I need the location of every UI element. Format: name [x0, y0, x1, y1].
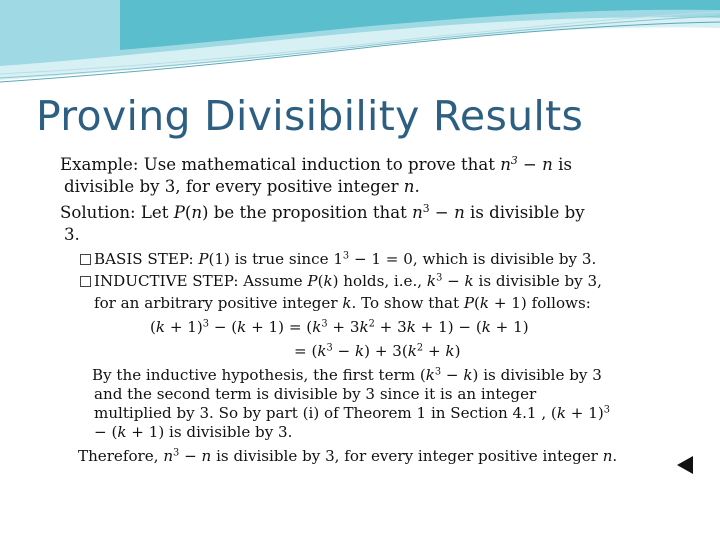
- hyp-line1b: is divisible by 3: [483, 366, 602, 384]
- hyp-line3: multiplied by 3. So by part (i) of Theorem 1 in Section 4.1 ,: [94, 404, 547, 422]
- basis-label: BASIS STEP:: [94, 250, 194, 268]
- solution-line-2: 3.: [64, 225, 80, 244]
- example-line2-text: divisible by 3, for every positive integer: [64, 177, 399, 196]
- example-tail: is: [558, 155, 572, 174]
- inductive-line2c: follows:: [531, 294, 591, 312]
- basis-step: BASIS STEP: P(1) is true since $1^3 - 1 = 0$, which is divisible by 3.: [80, 248, 596, 270]
- example-expr: $n^3 - n$: [500, 154, 553, 174]
- example-label: Example:: [60, 155, 139, 174]
- solution-tail: is divisible by: [470, 203, 585, 222]
- slide-title: Proving Divisibility Results: [36, 92, 584, 140]
- basis-eq: 1 = 0, which is divisible by 3.: [371, 250, 597, 268]
- hypothesis-line-1: By the inductive hypothesis, the first term $(k^3 - k)$ is divisible by 3: [92, 366, 602, 384]
- conclusion-b: is divisible by 3, for every integer positive integer: [216, 447, 598, 465]
- conclusion-a: Therefore,: [78, 447, 159, 465]
- inductive-step-line-2: for an arbitrary positive integer k. To show that P(k + 1) follows:: [94, 294, 591, 312]
- inductive-line2a: for an arbitrary positive integer: [94, 294, 338, 312]
- solution-label: Solution:: [60, 203, 136, 222]
- hyp-line1a: By the inductive hypothesis, the first term: [92, 366, 416, 384]
- hypothesis-line-2: and the second term is divisible by 3 since it is an integer: [94, 385, 537, 403]
- solution-text2: be the proposition that: [213, 203, 407, 222]
- box-bullet-icon: [80, 254, 91, 265]
- solution-line-1: Solution: Let P(n) be the proposition that $n^3 - n$ is divisible by: [60, 202, 585, 222]
- conclusion-line: Therefore, $n^3 - n$ is divisible by 3, for every integer positive integer n.: [78, 447, 618, 465]
- example-text: Use mathematical induction to prove that: [143, 155, 495, 174]
- hyp-line4: is divisible by 3.: [169, 423, 293, 441]
- solution-text1: Let: [140, 203, 169, 222]
- equation-line-1: $(k + 1)^3 - (k + 1) = (k^3 + 3k^2 + 3k + 1) - (k + 1)$: [150, 318, 529, 336]
- inductive-label: INDUCTIVE STEP:: [94, 272, 239, 290]
- hypothesis-line-3: multiplied by 3. So by part (i) of Theorem 1 in Section 4.1 , $(k + 1)^3$: [94, 404, 610, 422]
- header-wave-decoration: [0, 0, 720, 90]
- hypothesis-line-4: − (k + 1) is divisible by 3.: [94, 423, 293, 441]
- equation-line-2: = $(k^3 - k) + 3(k^2 + k)$: [294, 342, 461, 360]
- inductive-text3: is divisible by 3,: [478, 272, 602, 290]
- example-line-1: [60, 154, 572, 176]
- inductive-step-line-1: INDUCTIVE STEP: Assume P(k) holds, i.e., $k^3 - k$ is divisible by 3,: [80, 270, 602, 292]
- inductive-text2: holds, i.e.,: [343, 272, 423, 290]
- inductive-text1: Assume: [243, 272, 303, 290]
- box-bullet-icon: [80, 276, 91, 287]
- basis-text: is true since: [234, 250, 329, 268]
- left-triangle-icon: [676, 455, 694, 475]
- example-line-2: divisible by 3, for every positive integer n.: [64, 177, 420, 196]
- inductive-line2b: To show that: [361, 294, 460, 312]
